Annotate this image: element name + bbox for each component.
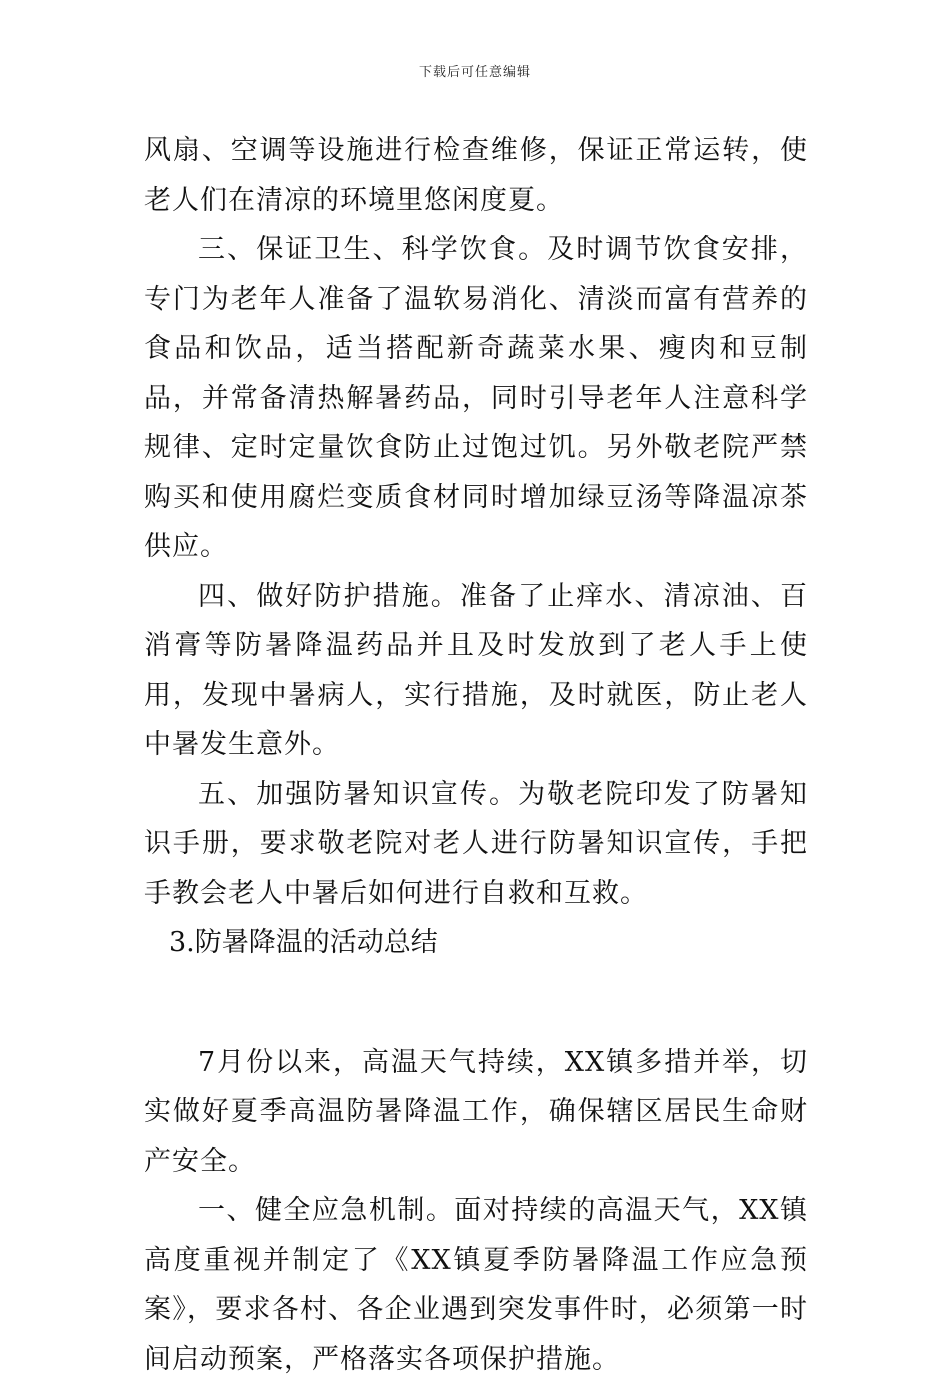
paragraph-continued: 风扇、空调等设施进行检查维修，保证正常运转，使老人们在清凉的环境里悠闲度夏。 [144, 135, 808, 216]
paragraph-section-three: 三、保证卫生、科学饮食。及时调节饮食安排，专门为老年人准备了温软易消化、清淡而富有营养的食品和饮品，适当搭配新奇蔬菜水果、瘦肉和豆制品，并常备清热解暑药品，同时引导老年人注意科学规律、定时定量饮食防止过饱过饥。另外敬老院严禁购买和使用腐烂变质食材同时增加绿豆汤等降温凉茶供应。 [144, 234, 808, 562]
spacer [144, 968, 808, 1038]
paragraph-section-four: 四、做好防护措施。准备了止痒水、清凉油、百消膏等防暑降温药品并且及时发放到了老人手上使用，发现中暑病人，实行措施，及时就医，防止老人中暑发生意外。 [144, 580, 808, 760]
document-body [144, 126, 808, 1384]
section-heading: 3.防暑降温的活动总结 [169, 927, 438, 958]
page-header: 下载后可任意编辑 [418, 65, 531, 80]
paragraph-intro: 7月份以来，高温天气持续，XX镇多措并举，切实做好夏季高温防暑降温工作，确保辖区居民生命财产安全。 [144, 1046, 808, 1177]
paragraph-section-five: 五、加强防暑知识宣传。为敬老院印发了防暑知识手册，要求敬老院对老人进行防暑知识宣传，手把手教会老人中暑后如何进行自救和互救。 [144, 778, 808, 909]
paragraph-section-one: 一、健全应急机制。面对持续的高温天气，XX镇高度重视并制定了《XX镇夏季防暑降温工作应急预案》，要求各村、各企业遇到突发事件时，必须第一时间启动预案，严格落实各项保护措施。 [144, 1195, 808, 1375]
